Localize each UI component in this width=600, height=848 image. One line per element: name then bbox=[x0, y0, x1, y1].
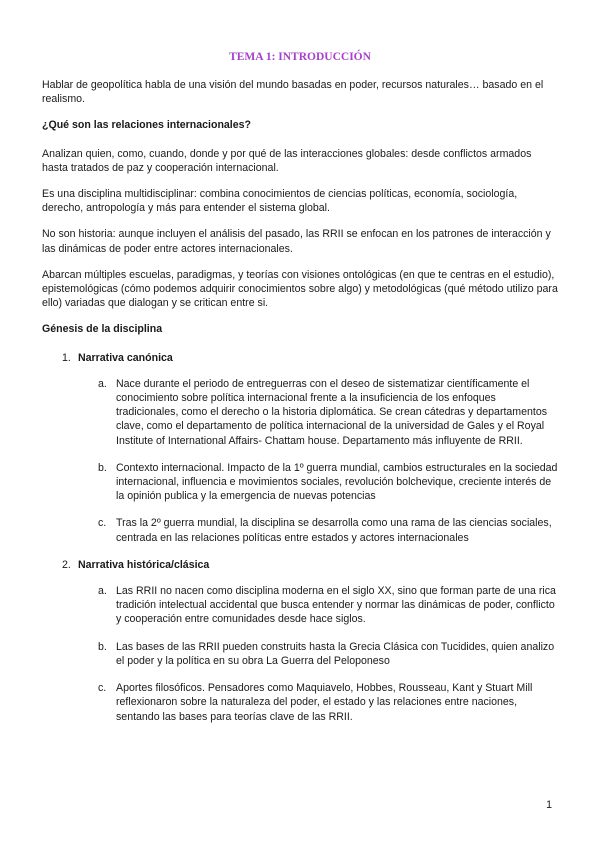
page-number: 1 bbox=[546, 799, 552, 811]
list-item bbox=[42, 640, 558, 668]
paragraph: Abarcan múltiples escuelas, paradigmas, y teorías con visiones ontológicas (en que te centras en el estudio), epistemológicas (cómo podemos adquirir conocimientos sobre algo) y metodológicas (qué método utilizo para ello) variadas que dialogan y se critican entre si. bbox=[42, 268, 558, 310]
paragraph: Es una disciplina multidisciplinar: combina conocimientos de ciencias políticas, economía, sociología, derecho, antropología y más para entender el sistema global. bbox=[42, 188, 518, 215]
list-item-text: Las bases de las RRII pueden construits hasta la Grecia Clásica con Tucidides, quien analizo el poder y la política en su obra La Guerra del Peloponeso bbox=[116, 640, 555, 667]
page-title: TEMA 1: INTRODUCCIÓN bbox=[229, 51, 371, 63]
list-item-text: Tras la 2º guerra mundial, la disciplina se desarrolla como una rama de las ciencias sociales, centrada en las relaciones políticas entre estados y actores internacionales bbox=[116, 517, 552, 544]
list-item-text: Las RRII no nacen como disciplina moderna en el siglo XX, sino que forman parte de una rica tradición intelectual accidental que busca entender y normar las dinámicas de poder, conflicto y cooperación entre comunidades desde hace siglos. bbox=[116, 585, 556, 626]
list-item-text: Contexto internacional. Impacto de la 1º guerra mundial, cambios estructurales en la sociedad internacional, influencia e movimientos sociales, revolución bolchevique, creciente interés de la opinión publica y la emergencia de nuevas potencias bbox=[116, 461, 558, 503]
intro-paragraph: Hablar de geopolítica habla de una visión del mundo basadas en poder, recursos naturales… basado en el realismo. bbox=[42, 79, 544, 106]
list-letter: a. bbox=[98, 585, 107, 598]
list-heading-label: Narrativa canónica bbox=[78, 351, 173, 364]
list-letter: c. bbox=[98, 682, 107, 695]
list-number: 2. bbox=[62, 558, 71, 571]
paragraph: No son historia: aunque incluyen el análisis del pasado, las RRII se enfocan en los patrones de interacción y las dinámicas de poder entre actores internacionales. bbox=[42, 228, 551, 255]
list-item bbox=[42, 516, 558, 544]
list-item bbox=[42, 584, 558, 627]
list-item bbox=[42, 377, 558, 448]
list-number: 1. bbox=[62, 351, 71, 364]
numbered-heading bbox=[42, 351, 558, 365]
list-item bbox=[42, 461, 558, 504]
numbered-heading bbox=[42, 558, 558, 572]
list-letter: c. bbox=[98, 517, 107, 530]
list-letter: b. bbox=[98, 461, 107, 474]
list-letter: b. bbox=[98, 640, 107, 653]
list-item bbox=[42, 681, 558, 724]
list-heading-label: Narrativa histórica/clásica bbox=[78, 558, 210, 571]
section-heading: ¿Qué son las relaciones internacionales? bbox=[42, 119, 252, 132]
list-letter: a. bbox=[98, 377, 107, 390]
document-body bbox=[42, 78, 558, 737]
list-item-text: Nace durante el periodo de entreguerras con el deseo de sistematizar científicamente el conocimiento sobre política internacional frente a la insuficiencia de los enfoques tradicionales, como el derecho o la historia diplomática. Se crean cátedras y departamentos clave, como el departamento de política internacional de la universidad de Gales y el Royal Institute of International Affairs- Chattam house. Departamento más influyente de RRII. bbox=[116, 377, 548, 447]
section-heading: Génesis de la disciplina bbox=[42, 323, 163, 336]
paragraph: Analizan quien, como, cuando, donde y por qué de las interacciones globales: desde conflictos armados hasta tratados de paz y cooperación internacional. bbox=[42, 147, 532, 174]
list-item-text: Aportes filosóficos. Pensadores como Maquiavelo, Hobbes, Rousseau, Kant y Stuart Mill reflexionaron sobre la naturaleza del poder, el estado y las relaciones entre naciones, sentando las bases para teorías clave de las RRII. bbox=[116, 682, 533, 723]
